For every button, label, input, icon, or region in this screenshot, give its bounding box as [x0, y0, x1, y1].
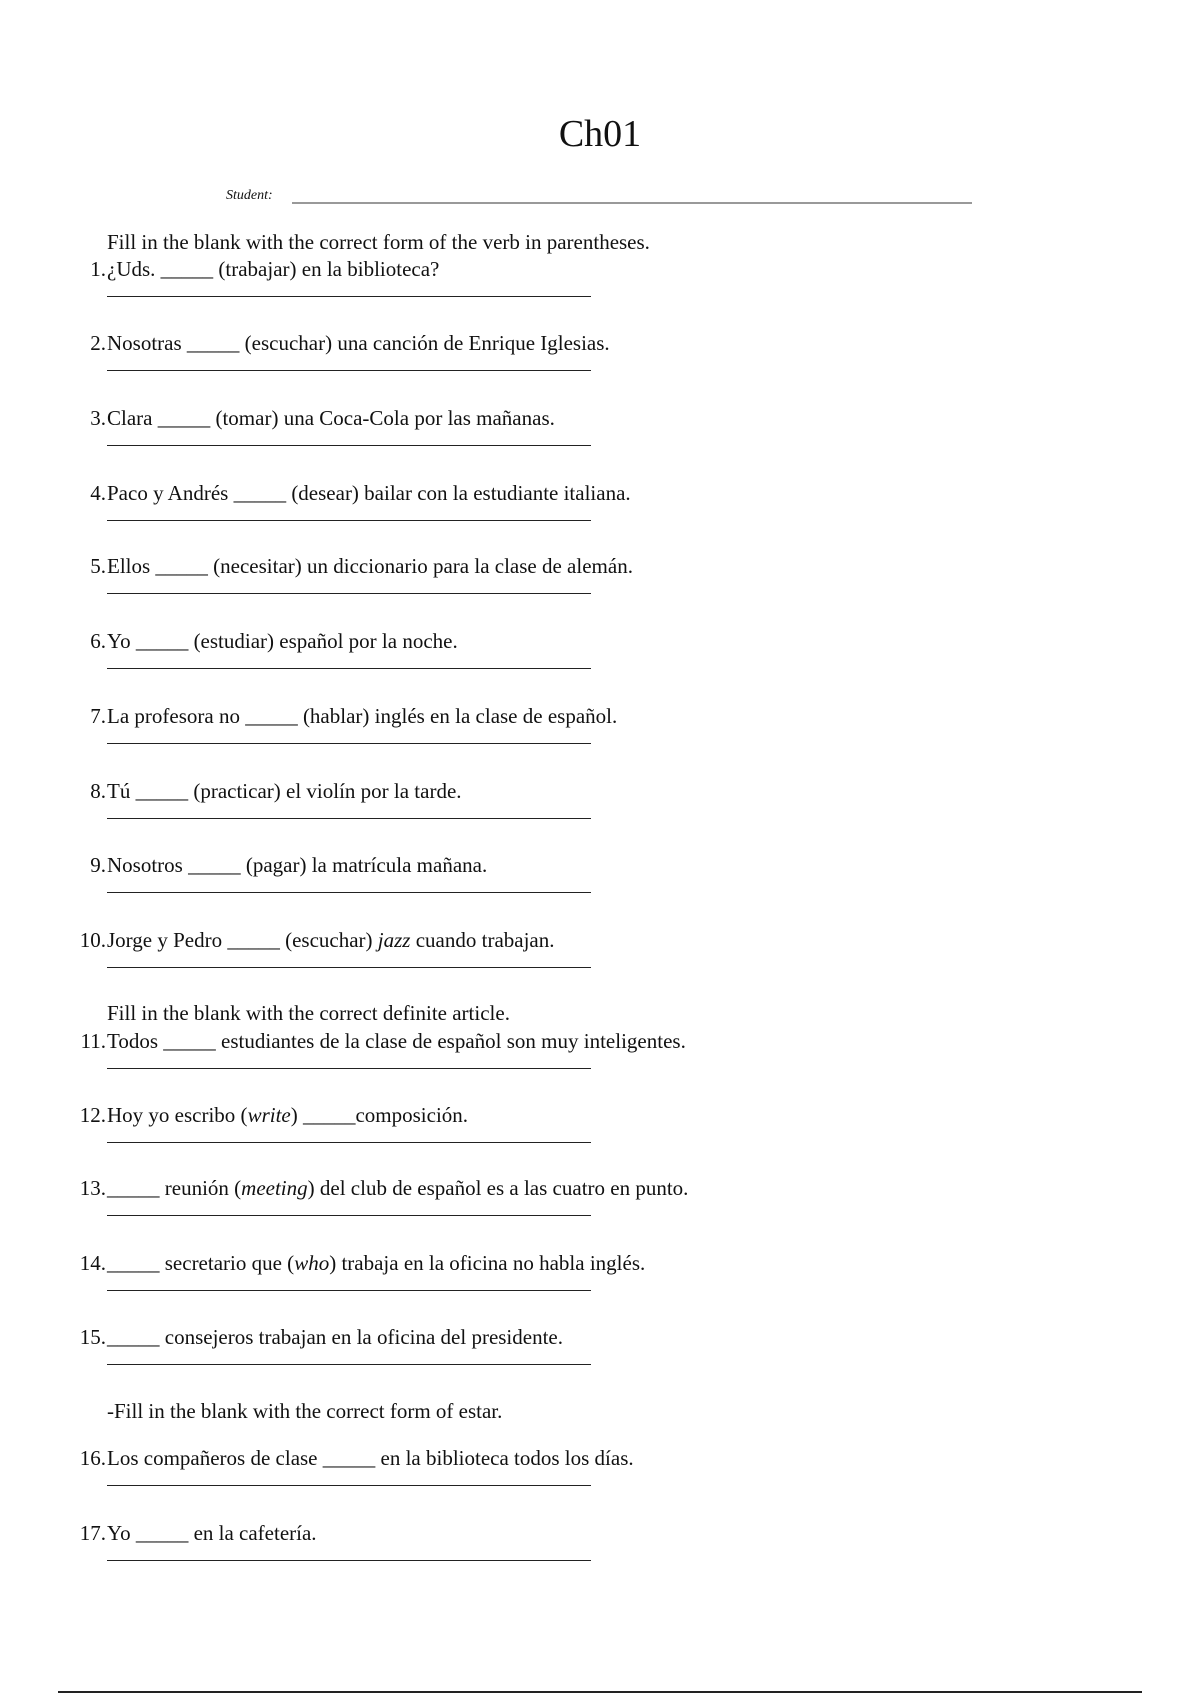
answer-line[interactable] [107, 520, 591, 521]
question-10 [60, 927, 1060, 987]
answer-line[interactable] [107, 892, 591, 893]
question-13 [60, 1175, 1060, 1235]
question-number: 1. [90, 257, 106, 281]
instruction-verb-form: Fill in the blank with the correct form of the verb in parentheses. [107, 230, 650, 254]
answer-line[interactable] [107, 296, 591, 297]
question-number: 2. [90, 331, 106, 355]
question-7 [60, 703, 1060, 763]
question-text: Hoy yo escribo (write) _____composición. [107, 1103, 469, 1127]
question-number: 13. [79, 1176, 106, 1200]
question-16 [60, 1445, 1060, 1505]
answer-line[interactable] [107, 370, 591, 371]
question-text: Los compañeros de clase _____ en la biblioteca todos los días. [107, 1446, 634, 1470]
answer-line[interactable] [107, 1560, 591, 1561]
question-text: Yo _____ en la cafetería. [107, 1521, 317, 1545]
footer-rule [58, 1691, 1142, 1693]
answer-line[interactable] [107, 1215, 591, 1216]
question-number: 9. [90, 853, 106, 877]
question-number: 4. [90, 481, 106, 505]
question-5 [60, 553, 1060, 613]
question-text: ¿Uds. _____ (trabajar) en la biblioteca? [107, 257, 440, 281]
answer-line[interactable] [107, 1485, 591, 1486]
instruction-estar: -Fill in the blank with the correct form of estar. [107, 1399, 503, 1423]
question-number: 3. [90, 406, 106, 430]
question-number: 7. [90, 704, 106, 728]
answer-line[interactable] [107, 743, 591, 744]
page-title: Ch01 [558, 113, 642, 155]
question-text: La profesora no _____ (hablar) inglés en la clase de español. [107, 704, 618, 728]
question-text: _____ secretario que (who) trabaja en la oficina no habla inglés. [107, 1251, 646, 1275]
question-text: Todos _____ estudiantes de la clase de español son muy inteligentes. [107, 1029, 686, 1053]
question-text: Clara _____ (tomar) una Coca-Cola por las mañanas. [107, 406, 555, 430]
student-label: Student: [226, 188, 273, 203]
question-text: Paco y Andrés _____ (desear) bailar con la estudiante italiana. [107, 481, 631, 505]
question-3 [60, 405, 1060, 465]
answer-line[interactable] [107, 967, 591, 968]
answer-line[interactable] [107, 593, 591, 594]
question-number: 5. [90, 554, 106, 578]
question-12 [60, 1102, 1060, 1162]
question-text: Tú _____ (practicar) el violín por la tarde. [107, 779, 462, 803]
question-text: Nosotros _____ (pagar) la matrícula mañana. [107, 853, 488, 877]
question-text: _____ reunión (meeting) del club de español es a las cuatro en punto. [107, 1176, 689, 1200]
answer-line[interactable] [107, 1068, 591, 1069]
question-number: 17. [79, 1521, 106, 1545]
question-number: 6. [90, 629, 106, 653]
question-text: Nosotras _____ (escuchar) una canción de Enrique Iglesias. [107, 331, 610, 355]
question-text: Yo _____ (estudiar) español por la noche. [107, 629, 458, 653]
question-9 [60, 852, 1060, 912]
question-number: 12. [79, 1103, 106, 1127]
question-11 [60, 1028, 1060, 1088]
question-4 [60, 480, 1060, 540]
question-17 [60, 1520, 1060, 1580]
answer-line[interactable] [107, 1364, 591, 1365]
question-number: 11. [80, 1029, 106, 1053]
question-6 [60, 628, 1060, 688]
question-1 [60, 256, 1060, 316]
answer-line[interactable] [107, 445, 591, 446]
question-text: Jorge y Pedro _____ (escuchar) jazz cuando trabajan. [107, 928, 555, 952]
question-number: 16. [79, 1446, 106, 1470]
question-number: 15. [79, 1325, 106, 1349]
question-number: 8. [90, 779, 106, 803]
answer-line[interactable] [107, 668, 591, 669]
question-8 [60, 778, 1060, 838]
question-14 [60, 1250, 1060, 1310]
question-15 [60, 1324, 1060, 1384]
question-number: 10. [79, 928, 106, 952]
question-text: Ellos _____ (necesitar) un diccionario para la clase de alemán. [107, 554, 633, 578]
instruction-definite-article: Fill in the blank with the correct definite article. [107, 1001, 510, 1025]
answer-line[interactable] [107, 1142, 591, 1143]
answer-line[interactable] [107, 818, 591, 819]
question-text: _____ consejeros trabajan en la oficina del presidente. [107, 1325, 563, 1349]
answer-line[interactable] [107, 1290, 591, 1291]
question-2 [60, 330, 1060, 390]
question-number: 14. [79, 1251, 106, 1275]
